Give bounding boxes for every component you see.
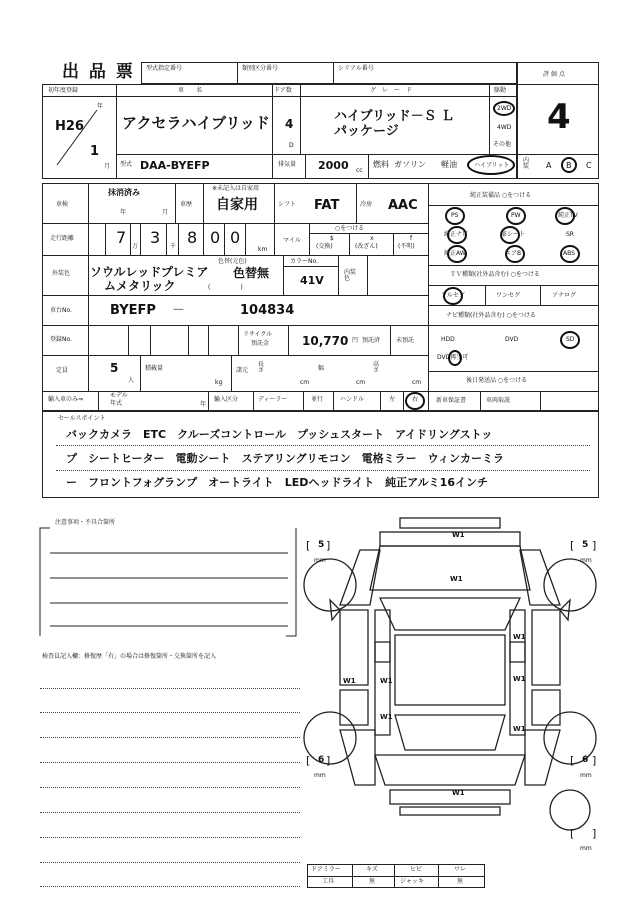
acc-r1-c2: キズ — [366, 866, 378, 873]
class-no-label: 類別区分番号 — [242, 65, 279, 72]
drive-4wd: 4WD — [497, 124, 512, 131]
height-cm: cm — [412, 379, 422, 386]
mileage-opt1-b: (交換) — [316, 243, 333, 250]
interior-color-label: 内装色 — [344, 269, 357, 282]
mileage-opt1-a: $ — [330, 235, 334, 242]
color-code-value: 41V — [300, 274, 324, 287]
grade-line-1: ハイブリッド－Ｓ Ｌ — [334, 109, 455, 124]
circle-mark — [447, 226, 467, 244]
load-label: 積載量 — [145, 365, 164, 372]
tread-fl-unit: mm — [314, 557, 326, 564]
circle-mark — [506, 207, 526, 225]
history-label: 車歴 — [180, 201, 193, 208]
circle-mark — [561, 157, 577, 173]
mileage-mile: マイル — [283, 237, 301, 244]
color-code-label: カラーNo. — [290, 258, 318, 265]
width-label: 幅 — [318, 365, 325, 372]
recycle-paid: 預託済 — [362, 337, 381, 344]
fuel-gasoline: ガソリン — [394, 160, 426, 169]
color-value-line2: ムメタリック — [104, 279, 176, 293]
inspection-value: 抹消済み — [108, 188, 140, 197]
recycle-label-2: 預託金 — [251, 340, 270, 347]
serial-label: シリアル番号 — [338, 65, 374, 72]
spare-bracket-close: ] — [592, 827, 597, 840]
grade-header: グ レ ー ド — [370, 87, 413, 94]
repaint-value: 色替無 — [233, 266, 270, 280]
date-slash — [52, 100, 112, 172]
mileage-sen: 千 — [170, 243, 177, 250]
spare-bracket: [ — [570, 827, 575, 840]
drive-label: 駆動 — [494, 87, 507, 94]
circle-mark — [447, 245, 467, 263]
interior-b: B — [566, 161, 572, 170]
navi-sd: SD — [566, 336, 575, 343]
tread-fr-unit: mm — [580, 557, 592, 564]
fuel-hybrid: ハイブリット — [474, 162, 510, 169]
interior-label: 内装 — [523, 157, 530, 170]
tread-front-right-close: ] — [592, 539, 597, 552]
handle-right: 右 — [412, 396, 419, 403]
navi-hdd: HDD — [441, 336, 455, 343]
import-class-label: 輸入区分 — [214, 396, 239, 403]
fuel-label: 燃料 — [373, 160, 389, 169]
acc-r2-c3: ジャッキ — [400, 878, 424, 885]
equip-title: 純正装備品 ○をつける — [470, 192, 532, 199]
circle-mark — [500, 226, 520, 244]
capacity-label: 定員 — [56, 367, 69, 374]
color-value-line1: ソウルレッドプレミア — [90, 265, 209, 279]
sales-line-3: ー フロントフォグランプ オートライト LEDヘッドライト 純正アルミ16インチ — [66, 476, 488, 489]
tread-front-right-bracket: [ — [570, 539, 575, 552]
length-cm: cm — [300, 379, 310, 386]
car-damage-diagram — [300, 510, 600, 840]
mileage-opt2-b: (改ざん) — [355, 243, 378, 250]
repaint-label: 色替(元色) — [218, 258, 247, 265]
tread-front-left: 5 — [318, 540, 325, 550]
damage-mark: W1 — [380, 677, 393, 685]
acc-r1-c1: ドアミラー — [311, 866, 341, 873]
circle-mark — [443, 287, 463, 305]
damage-mark: W1 — [513, 725, 526, 733]
sales-title: セールスポイント — [58, 415, 106, 422]
first-reg-label: 初年度登録 — [48, 87, 79, 94]
drive-2wd: 2WD — [497, 105, 512, 112]
dims-label: 諸元 — [236, 367, 249, 374]
later-title: 後日発送品 ○をつける — [466, 377, 528, 384]
circle-mark — [405, 392, 425, 410]
door-label: ドア数 — [274, 87, 292, 94]
handle-left: 左 — [389, 396, 396, 403]
circle-mark — [448, 350, 462, 366]
equip-abs: ABS — [563, 250, 575, 257]
mileage-label: 走行距離 — [50, 235, 75, 242]
circle-mark — [505, 245, 525, 263]
repaint-paren: ( ) — [208, 284, 243, 291]
mileage-digit-4: 0 — [210, 228, 221, 247]
damage-mark: W1 — [452, 531, 465, 539]
tread-rear-left-close: ] — [326, 754, 331, 767]
import-dealer: ディーラー — [258, 396, 288, 403]
tread-rr-unit: mm — [580, 772, 592, 779]
mileage-opt3-a: f — [410, 235, 413, 242]
month-value: 1 — [90, 144, 100, 159]
tv-fullseg: フルセグ — [441, 292, 465, 299]
later-warranty: 新車保証書 — [436, 397, 467, 404]
chassis-prefix: BYEFP — [110, 303, 156, 318]
inspection-label: 車検 — [56, 201, 69, 208]
equip-aw: 純正AW — [444, 250, 466, 257]
tread-rear-right: 6 — [582, 755, 589, 765]
mileage-digit-2: 3 — [150, 228, 161, 247]
score-label: 評 価 点 — [543, 71, 565, 78]
acc-r2-c2: 無 — [369, 878, 376, 885]
capacity-unit: 人 — [128, 377, 135, 384]
tv-title: ＴＶ種類(社外品含む) ○をつける — [450, 271, 540, 278]
navi-dvd: DVD — [505, 336, 519, 343]
import-label: 輸入車のみ⇒ — [48, 396, 84, 403]
model-year-label-2: 年式 — [110, 400, 123, 407]
sales-line-1: バックカメラ ETC クルーズコントロール プッシュスタート アイドリングストッ — [66, 428, 493, 441]
load-kg: kg — [215, 379, 223, 386]
tv-oneseg: ワンセグ — [496, 292, 521, 299]
chassis-number: 104834 — [240, 303, 295, 318]
equip-airbag: エアB — [505, 250, 522, 257]
equip-navi: 純正ナビ — [444, 231, 469, 238]
recycle-yen: 円 — [352, 337, 359, 344]
grade-line-2: パッケージ — [334, 124, 399, 139]
ac-value: AAC — [388, 198, 418, 213]
displacement-label: 排気量 — [278, 161, 297, 168]
tread-rear-right-close: ] — [592, 754, 597, 767]
tread-rear-left-bracket: [ — [306, 754, 311, 767]
circle-mark — [560, 331, 580, 349]
acc-r2-c1: 工具 — [322, 878, 335, 885]
tread-rear-right-bracket: [ — [570, 754, 575, 767]
recycle-unpaid: 未預託 — [396, 337, 415, 344]
mileage-opt3-b: (不明) — [398, 243, 415, 250]
history-value: 自家用 — [216, 197, 258, 213]
inspection-year-unit: 年 — [120, 209, 127, 216]
acc-r1-c4: ワレ — [454, 866, 467, 873]
damage-mark: W1 — [450, 575, 463, 583]
mileage-digit-5: 0 — [230, 228, 241, 247]
import-parallel: 並行 — [311, 396, 324, 403]
sales-line-2: プ シートヒーター 電動シート ステアリングリモコン 電格ミラー ウィンカーミラ — [66, 452, 505, 465]
tv-analog: アナログ — [552, 292, 577, 299]
notes-title: 注意事項・不具合箇所 — [55, 519, 116, 526]
shift-value: FAT — [314, 198, 340, 213]
damage-mark: W1 — [343, 677, 356, 685]
color-label: 外装色 — [52, 270, 71, 277]
damage-mark: W1 — [513, 675, 526, 683]
width-cm: cm — [356, 379, 366, 386]
circle-mark — [467, 155, 515, 175]
fuel-diesel: 軽油 — [441, 160, 457, 169]
cc-unit: cc — [356, 167, 363, 174]
header-id-row — [141, 62, 517, 84]
height-label: 高さ — [373, 361, 380, 374]
navi-title: ナビ種類(社外品含む) ○をつける — [446, 312, 536, 319]
mileage-man: 万 — [132, 243, 139, 250]
car-name: アクセラハイブリッド — [122, 114, 270, 132]
door-suffix: D — [289, 142, 294, 149]
reg-label: 登録No. — [50, 336, 72, 343]
handle-label: ハンドル — [340, 396, 365, 403]
score-value: 4 — [547, 97, 571, 137]
capacity-value: 5 — [110, 361, 119, 375]
mileage-km: km — [258, 246, 268, 253]
tread-rear-left: 6 — [318, 755, 325, 765]
displacement-value: 2000 — [318, 159, 349, 172]
equip-leather: 革シート — [501, 231, 526, 238]
spare-unit: mm — [580, 845, 592, 852]
drive-other: その他 — [493, 141, 512, 148]
later-manual: 車両取説 — [486, 397, 511, 404]
equip-tv: 純正TV — [558, 212, 578, 219]
chassis-dash: － — [172, 303, 186, 318]
model-year-label-1: モデル — [110, 392, 128, 399]
dvd-play: DVD再生可 — [437, 354, 469, 361]
circle-mark — [493, 101, 515, 116]
mileage-digit-1: 7 — [116, 228, 127, 247]
circle-mark — [445, 207, 465, 225]
acc-r1-c3: ヒビ — [410, 866, 423, 873]
form-title: 出 品 票 — [62, 62, 135, 82]
equip-ps: PS — [451, 212, 459, 219]
history-note: ※未記入は自家用 — [212, 185, 260, 192]
inspector-note: 検査員記入欄：修復歴「有」の場合は修復箇所・交換箇所を記入 — [42, 653, 217, 660]
acc-r2-c4: 無 — [457, 878, 464, 885]
circle-mark — [560, 245, 580, 263]
tread-front-left-bracket: [ — [306, 539, 311, 552]
door-count: 4 — [285, 117, 294, 131]
notes-bracket — [38, 526, 298, 646]
year-suffix: 年 — [97, 103, 104, 110]
damage-mark: W1 — [452, 789, 465, 797]
damage-mark: W1 — [380, 713, 393, 721]
shift-label: シフト — [278, 201, 297, 208]
mileage-circle-title: ○をつける — [335, 225, 365, 232]
tread-front-left-close: ] — [326, 539, 331, 552]
month-suffix: 月 — [104, 163, 111, 170]
mileage-opt2-a: x — [370, 235, 374, 242]
type-label: 型式 — [120, 161, 133, 168]
chassis-label: 車台No. — [50, 307, 72, 314]
tread-front-right: 5 — [582, 540, 589, 550]
model-cert-label: 型式指定番号 — [146, 65, 183, 72]
length-label: 長さ — [258, 361, 265, 374]
type-value: DAA-BYEFP — [140, 159, 210, 172]
tread-rl-unit: mm — [314, 772, 326, 779]
interior-c: C — [586, 161, 592, 170]
year-value: H26 — [55, 119, 84, 134]
interior-a: A — [546, 161, 552, 170]
recycle-label-1: リサイクル — [243, 331, 273, 338]
recycle-value: 10,770 — [302, 334, 349, 348]
ac-label: 冷房 — [360, 201, 373, 208]
equip-sr: SR — [566, 231, 574, 238]
circle-mark — [555, 207, 575, 225]
inspection-month-unit: 月 — [162, 209, 169, 216]
mileage-digit-3: 8 — [187, 228, 198, 247]
car-name-label: 車 名 — [178, 87, 203, 94]
damage-mark: W1 — [513, 633, 526, 641]
model-year-unit: 年 — [200, 401, 207, 408]
equip-pw: PW — [511, 212, 521, 219]
